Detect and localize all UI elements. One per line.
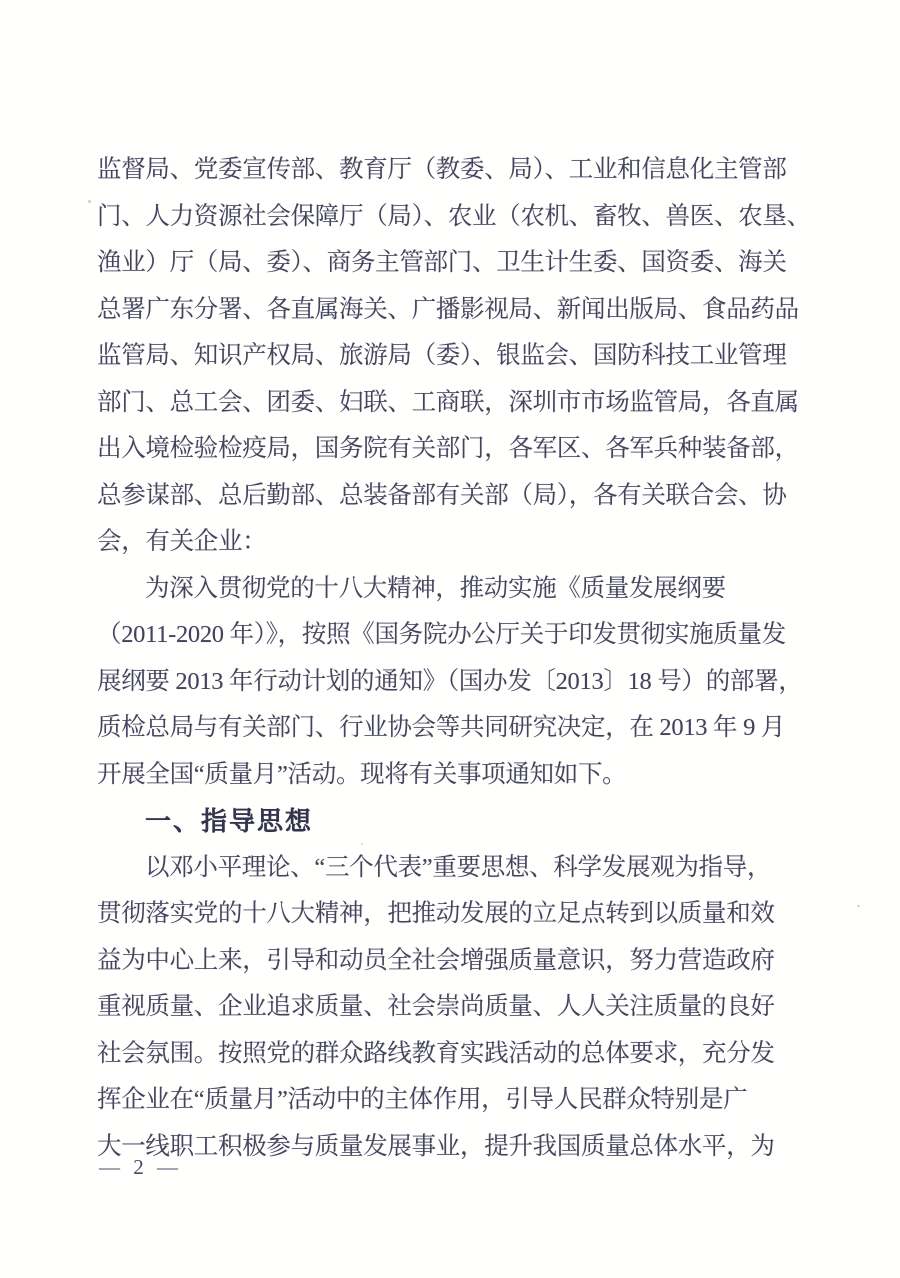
body-text-line: 门、人力资源社会保障厅（局）、农业（农机、畜牧、兽医、农垦、 [97,202,811,230]
body-text-line: 监管局、知识产权局、旅游局（委）、银监会、国防科技工业管理 [97,342,787,369]
body-text-line: 展纲要 2013 年行动计划的通知》（国办发〔2013〕18 号）的部署， [97,667,803,695]
body-text-line: 渔业）厅（局、委）、商务主管部门、卫生计生委、国资委、海关 [97,249,787,276]
body-text-line: 部门、总工会、团委、妇联、工商联，深圳市市场监管局，各直属 [97,388,799,416]
body-text-line: 大一线职工积极参与质量发展事业，提升我国质量总体水平，为 [97,1132,775,1160]
body-text-line: 以邓小平理论、“三个代表”重要思想、科学发展观为指导， [145,853,772,881]
body-text-line: 挥企业在“质量月”活动中的主体作用，引导人民群众特别是广 [97,1086,748,1113]
scan-speck [857,905,860,907]
body-text-line: 开展全国“质量月”活动。现将有关事项通知如下。 [97,760,627,788]
scan-speck [88,200,91,203]
scan-speck [361,843,363,845]
page-number-footer: — 2 — [99,1155,182,1179]
body-text-line: 总参谋部、总后勤部、总装备部有关部（局），各有关联合会、协 [97,481,787,509]
body-text-line: 出入境检验检疫局，国务院有关部门，各军区、各军兵种装备部， [97,435,799,462]
body-text-line: 益为中心上来，引导和动员全社会增强质量意识，努力营造政府 [97,946,775,974]
document-body [97,147,813,1170]
body-text-line: 质检总局与有关部门、行业协会等共同研究决定，在 2013 年 9 月 [97,714,786,741]
body-text-line: 总署广东分署、各直属海关、广播影视局、新闻出版局、食品药品 [97,295,799,323]
section-heading: 一、指导思想 [145,806,314,836]
body-text-line: 为深入贯彻党的十八大精神，推动实施《质量发展纲要 [145,574,726,602]
body-text-line: 监督局、党委宣传部、教育厅（教委、局）、工业和信息化主管部 [97,156,787,183]
body-text-line: （2011-2020 年）》，按照《国务院办公厅关于印发贯彻实施质量发 [97,621,786,648]
body-text-line: 重视质量、企业追求质量、社会崇尚质量、人人关注质量的良好 [97,993,775,1020]
body-text-line: 社会氛围。按照党的群众路线教育实践活动的总体要求，充分发 [97,1039,775,1067]
body-text-line: 会，有关企业： [97,528,267,555]
body-text-line: 贯彻落实党的十八大精神，把推动发展的立足点转到以质量和效 [97,900,775,927]
